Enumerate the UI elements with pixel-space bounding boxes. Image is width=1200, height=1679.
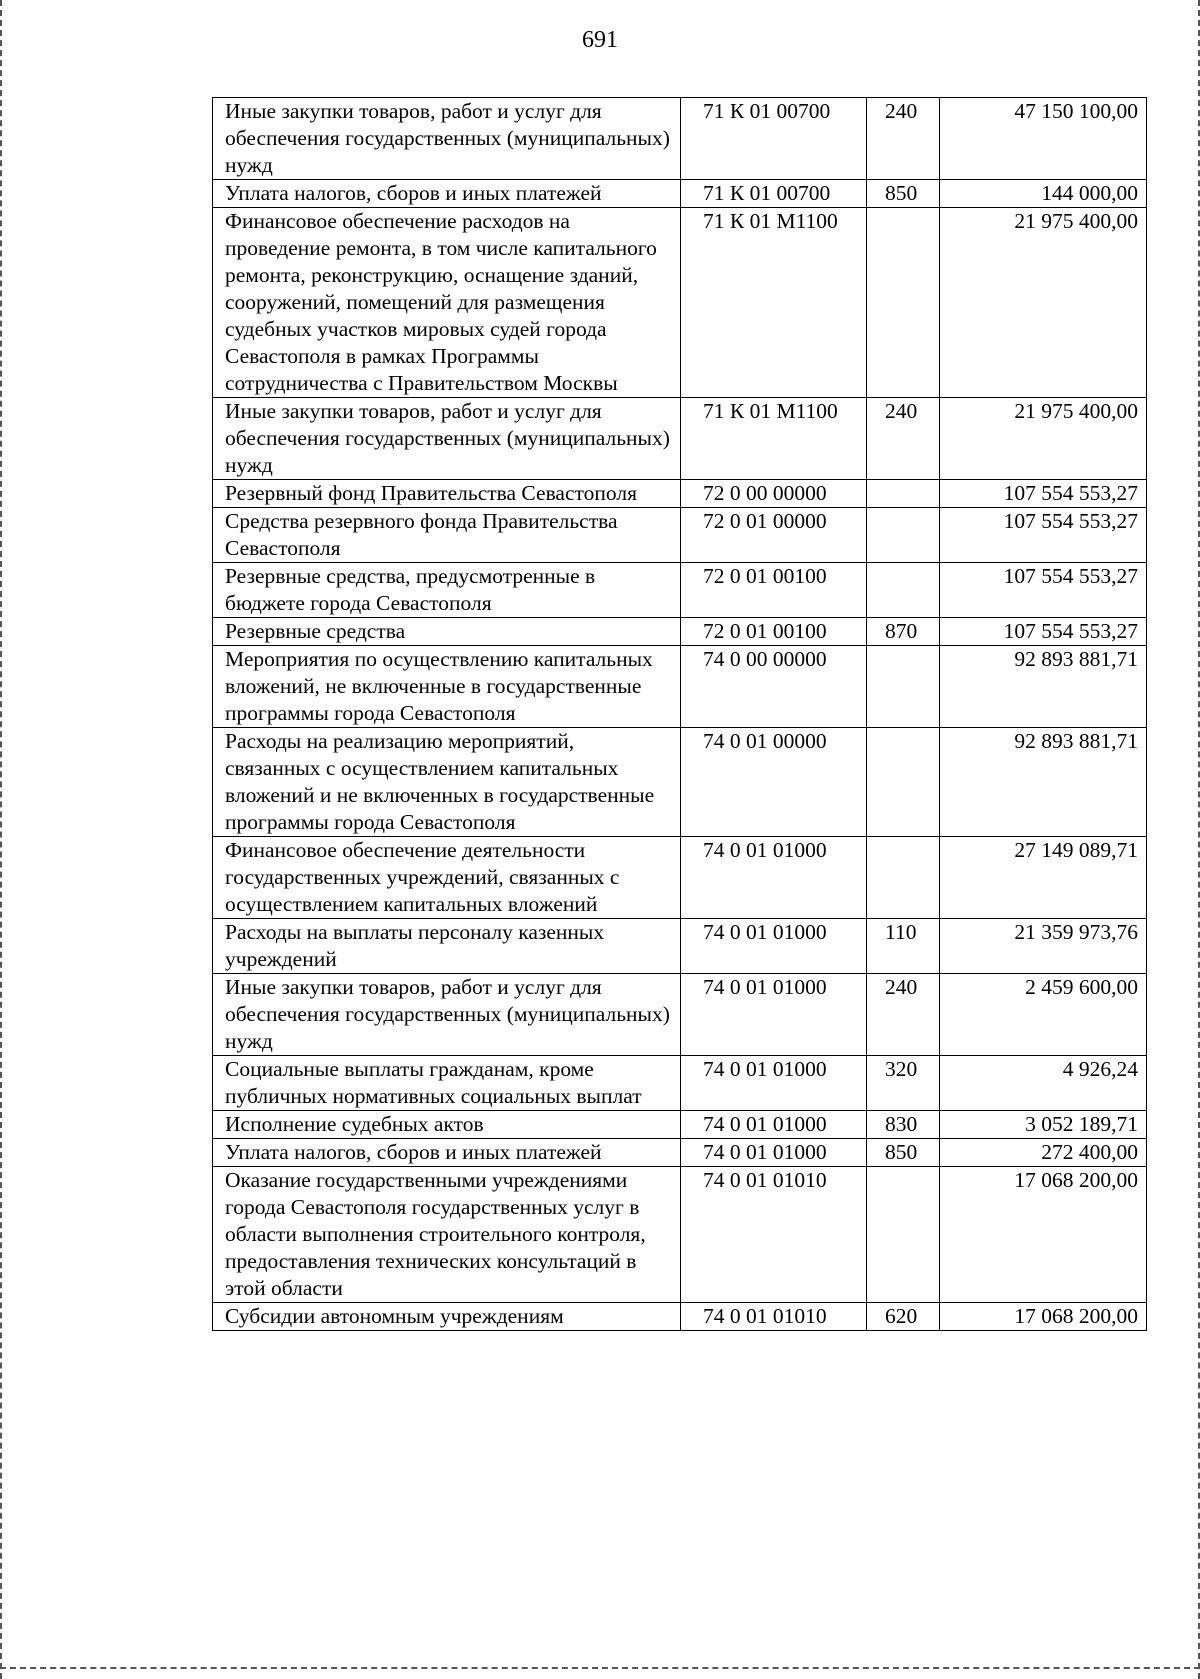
row-code-cell: 72 0 00 00000 xyxy=(681,480,867,508)
row-name-cell: Расходы на реализацию мероприятий, связанных с осуществлением капитальных вложений и не включенных в государственные программы города Севастополя xyxy=(213,728,681,837)
table-row xyxy=(213,919,1147,974)
row-name-cell: Оказание государственными учреждениями города Севастополя государственных услуг в области выполнения строительного контроля, предоставления технических консультаций в этой области xyxy=(213,1167,681,1303)
row-name-cell: Резервные средства xyxy=(213,618,681,646)
row-type-cell xyxy=(867,728,940,837)
row-code-cell: 74 0 01 01010 xyxy=(681,1167,867,1303)
table-row xyxy=(213,1111,1147,1139)
table-row xyxy=(213,1139,1147,1167)
table-row xyxy=(213,1056,1147,1111)
row-code-cell: 71 К 01 М1100 xyxy=(681,208,867,398)
table-row xyxy=(213,480,1147,508)
scan-edge-bottom xyxy=(0,1665,1200,1669)
row-name-cell: Субсидии автономным учреждениям xyxy=(213,1303,681,1331)
row-type-cell xyxy=(867,563,940,618)
row-amount-cell: 17 068 200,00 xyxy=(940,1167,1147,1303)
row-name-cell: Финансовое обеспечение деятельности государственных учреждений, связанных с осуществлением капитальных вложений xyxy=(213,837,681,919)
budget-table xyxy=(212,97,1147,1331)
table-row xyxy=(213,208,1147,398)
row-amount-cell: 27 149 089,71 xyxy=(940,837,1147,919)
row-name-cell: Мероприятия по осуществлению капитальных вложений, не включенные в государственные программы города Севастополя xyxy=(213,646,681,728)
row-name-cell: Социальные выплаты гражданам, кроме публичных нормативных социальных выплат xyxy=(213,1056,681,1111)
scan-edge-right xyxy=(1196,0,1200,1679)
row-code-cell: 72 0 01 00100 xyxy=(681,563,867,618)
row-code-cell: 74 0 00 00000 xyxy=(681,646,867,728)
row-code-cell: 71 К 01 00700 xyxy=(681,180,867,208)
table-row xyxy=(213,1167,1147,1303)
row-type-cell: 850 xyxy=(867,1139,940,1167)
table-row xyxy=(213,180,1147,208)
row-type-cell: 870 xyxy=(867,618,940,646)
row-code-cell: 74 0 01 01000 xyxy=(681,1056,867,1111)
row-amount-cell: 21 975 400,00 xyxy=(940,398,1147,480)
row-amount-cell: 21 359 973,76 xyxy=(940,919,1147,974)
row-name-cell: Иные закупки товаров, работ и услуг для обеспечения государственных (муниципальных) нужд xyxy=(213,398,681,480)
row-type-cell: 620 xyxy=(867,1303,940,1331)
row-amount-cell: 92 893 881,71 xyxy=(940,646,1147,728)
table-row xyxy=(213,837,1147,919)
row-name-cell: Уплата налогов, сборов и иных платежей xyxy=(213,180,681,208)
row-name-cell: Средства резервного фонда Правительства Севастополя xyxy=(213,508,681,563)
row-type-cell xyxy=(867,508,940,563)
row-amount-cell: 144 000,00 xyxy=(940,180,1147,208)
row-code-cell: 72 0 01 00000 xyxy=(681,508,867,563)
table-row xyxy=(213,398,1147,480)
budget-table-body xyxy=(213,98,1147,1331)
row-amount-cell: 107 554 553,27 xyxy=(940,508,1147,563)
row-code-cell: 71 К 01 М1100 xyxy=(681,398,867,480)
row-amount-cell: 92 893 881,71 xyxy=(940,728,1147,837)
table-row xyxy=(213,508,1147,563)
row-name-cell: Расходы на выплаты персоналу казенных учреждений xyxy=(213,919,681,974)
row-amount-cell: 272 400,00 xyxy=(940,1139,1147,1167)
page-number: 691 xyxy=(582,27,618,53)
row-code-cell: 74 0 01 01010 xyxy=(681,1303,867,1331)
table-row xyxy=(213,563,1147,618)
row-name-cell: Уплата налогов, сборов и иных платежей xyxy=(213,1139,681,1167)
row-code-cell: 74 0 01 00000 xyxy=(681,728,867,837)
row-amount-cell: 107 554 553,27 xyxy=(940,618,1147,646)
row-name-cell: Исполнение судебных актов xyxy=(213,1111,681,1139)
row-code-cell: 71 К 01 00700 xyxy=(681,98,867,180)
row-type-cell: 110 xyxy=(867,919,940,974)
table-row xyxy=(213,1303,1147,1331)
row-code-cell: 74 0 01 01000 xyxy=(681,974,867,1056)
row-amount-cell: 17 068 200,00 xyxy=(940,1303,1147,1331)
table-row xyxy=(213,618,1147,646)
row-name-cell: Иные закупки товаров, работ и услуг для обеспечения государственных (муниципальных) нужд xyxy=(213,98,681,180)
row-code-cell: 74 0 01 01000 xyxy=(681,1139,867,1167)
row-amount-cell: 21 975 400,00 xyxy=(940,208,1147,398)
row-code-cell: 74 0 01 01000 xyxy=(681,1111,867,1139)
table-row xyxy=(213,646,1147,728)
row-code-cell: 74 0 01 01000 xyxy=(681,919,867,974)
row-amount-cell: 107 554 553,27 xyxy=(940,480,1147,508)
row-amount-cell: 4 926,24 xyxy=(940,1056,1147,1111)
row-type-cell xyxy=(867,646,940,728)
row-name-cell: Резервные средства, предусмотренные в бюджете города Севастополя xyxy=(213,563,681,618)
row-amount-cell: 3 052 189,71 xyxy=(940,1111,1147,1139)
row-type-cell: 320 xyxy=(867,1056,940,1111)
table-row xyxy=(213,98,1147,180)
row-type-cell: 850 xyxy=(867,180,940,208)
row-type-cell: 240 xyxy=(867,98,940,180)
row-type-cell: 830 xyxy=(867,1111,940,1139)
row-type-cell xyxy=(867,480,940,508)
row-type-cell: 240 xyxy=(867,974,940,1056)
row-amount-cell: 47 150 100,00 xyxy=(940,98,1147,180)
row-type-cell xyxy=(867,208,940,398)
row-name-cell: Финансовое обеспечение расходов на проведение ремонта, в том числе капитального ремонта, реконструкцию, оснащение зданий, сооружений, помещений для размещения судебных участков мировых судей города Севастополя в рамках Программы сотрудничества с Правительством Москвы xyxy=(213,208,681,398)
row-code-cell: 72 0 01 00100 xyxy=(681,618,867,646)
row-amount-cell: 107 554 553,27 xyxy=(940,563,1147,618)
table-row xyxy=(213,974,1147,1056)
row-name-cell: Резервный фонд Правительства Севастополя xyxy=(213,480,681,508)
row-code-cell: 74 0 01 01000 xyxy=(681,837,867,919)
table-row xyxy=(213,728,1147,837)
row-name-cell: Иные закупки товаров, работ и услуг для обеспечения государственных (муниципальных) нужд xyxy=(213,974,681,1056)
row-type-cell xyxy=(867,837,940,919)
scan-edge-left xyxy=(0,0,4,1679)
row-type-cell xyxy=(867,1167,940,1303)
row-amount-cell: 2 459 600,00 xyxy=(940,974,1147,1056)
row-type-cell: 240 xyxy=(867,398,940,480)
